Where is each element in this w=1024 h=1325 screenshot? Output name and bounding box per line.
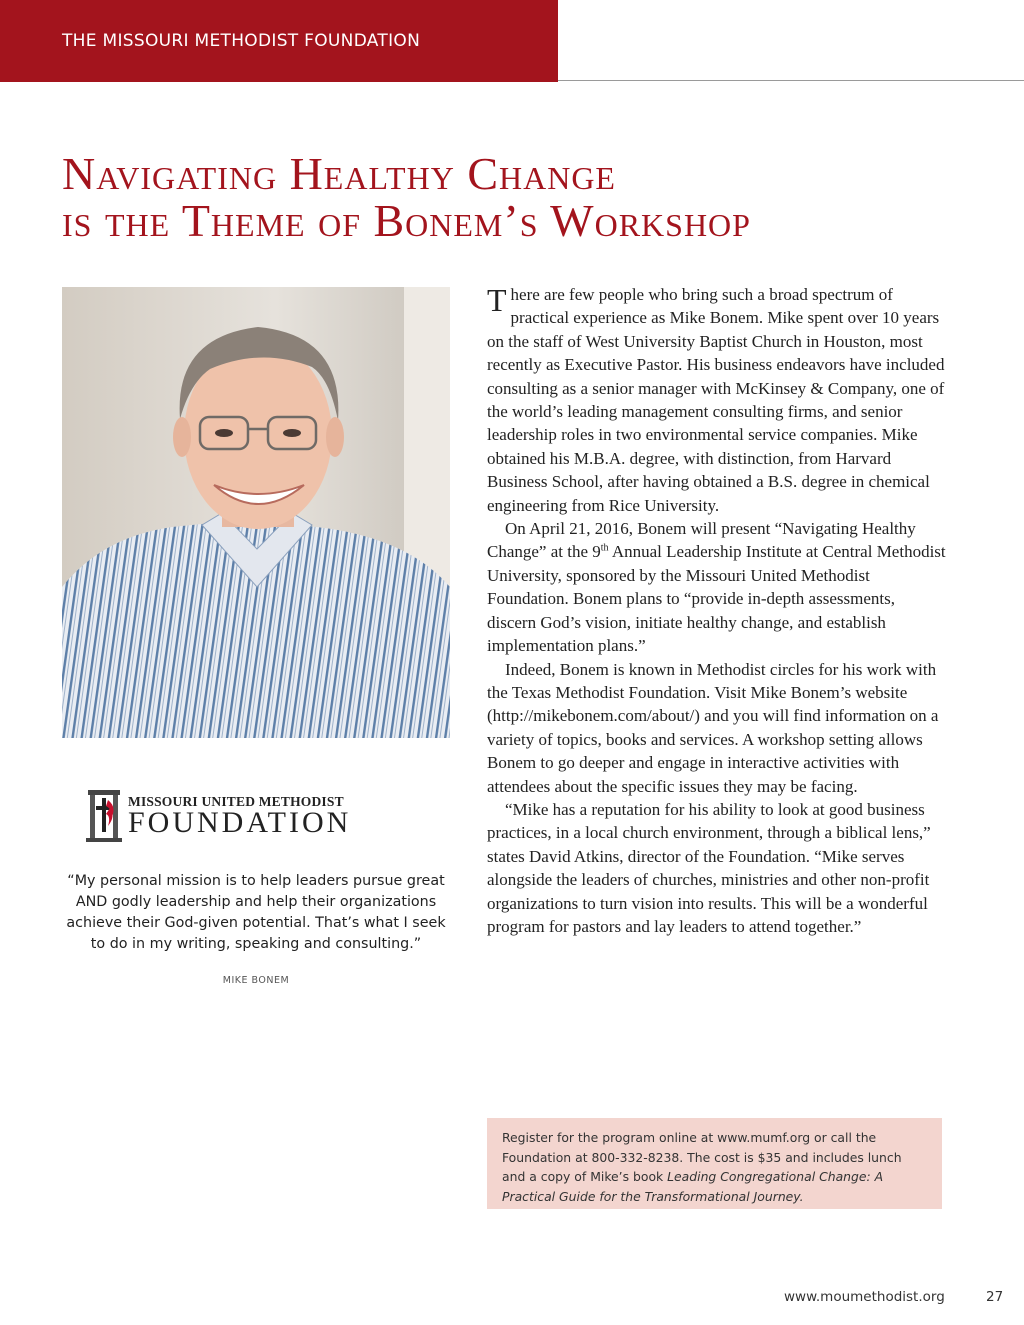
book-title: Leading Congregational Change: A Practical Guide for the Transformational Journey. xyxy=(502,1169,884,1204)
portrait-photo xyxy=(62,287,450,738)
drop-cap: T xyxy=(487,282,507,318)
paragraph-2-text-a: On April 21, 2016, Bonem will present “Navigating Healthy Change” at the 9 xyxy=(487,519,916,562)
cross-and-flame-icon xyxy=(86,786,122,842)
ordinal-suffix: th xyxy=(600,542,609,554)
paragraph-2 xyxy=(487,517,947,657)
header-bar xyxy=(0,0,558,82)
article-body xyxy=(487,283,947,938)
paragraph-1-text: here are few people who bring such a broad spectrum of practical experience as Mike Bonem. Mike spent over 10 years on the staff of West University Baptist Church in Houston, most recently as Executive Pastor. His business endeavors have included consulting as a senior manager with McKinsey & Company, one of the world’s leading management consulting firms, and senior leadership roles in two environmental service companies. Mike obtained his M.B.A. degree, with distinction, from Harvard Business School, after having obtained a B.S. degree in chemical engineering from Rice University. xyxy=(487,285,945,515)
logo-text-line-1: MISSOURI UNITED METHODIST xyxy=(128,794,344,809)
article-title-line-1: Navigating Healthy Change xyxy=(62,148,616,199)
paragraph-1 xyxy=(487,283,947,517)
article-title-line-2: is the Theme of Bonem’s Workshop xyxy=(62,195,751,246)
header-rule xyxy=(558,80,1024,81)
footer-website: www.moumethodist.org xyxy=(784,1289,945,1305)
paragraph-3: Indeed, Bonem is known in Methodist circles for his work with the Texas Methodist Foundation. Visit Mike Bonem’s website (http://mikebonem.com/about/) and you will find information on a variety of topics, books and services. A workshop setting allows Bonem to go deeper and engage in interactive activities with attendees about the specific issues they may be facing. xyxy=(487,659,939,796)
quote-attribution: MIKE BONEM xyxy=(222,975,290,986)
logo-text-line-2: FOUNDATION xyxy=(128,806,352,839)
pull-quote: “My personal mission is to help leaders pursue great AND godly leadership and help their organizations achieve their God-given potential. That’s what I seek to do in my writing, speaking and consulting.” xyxy=(66,873,446,952)
paragraph-4: “Mike has a reputation for his ability to look at good business practices, in a local church environment, through a biblical lens,” states David Atkins, director of the Foundation. “Mike serves alongside the leaders of churches, ministries and other non-profit organizations to turn vision into results. This will be a wonderful program for pastors and lay leaders to attend together.” xyxy=(487,799,931,936)
registration-text: Register for the program online at www.mumf.org or call the Foundation at 800-332-8238. The cost is $35 and includes lunch and a copy of Mike’s book xyxy=(502,1130,902,1184)
foundation-logo xyxy=(86,784,426,844)
header-label: THE MISSOURI METHODIST FOUNDATION xyxy=(62,31,421,51)
article-title xyxy=(62,150,982,244)
page-number: 27 xyxy=(986,1289,1004,1305)
registration-callout xyxy=(487,1118,942,1209)
paragraph-2-text-b: Annual Leadership Institute at Central Methodist University, sponsored by the Missouri United Methodist Foundation. Bonem plans to “provide in-depth assessments, discern God’s vision, initiate healthy change, and establish implementation plans.” xyxy=(487,542,946,656)
